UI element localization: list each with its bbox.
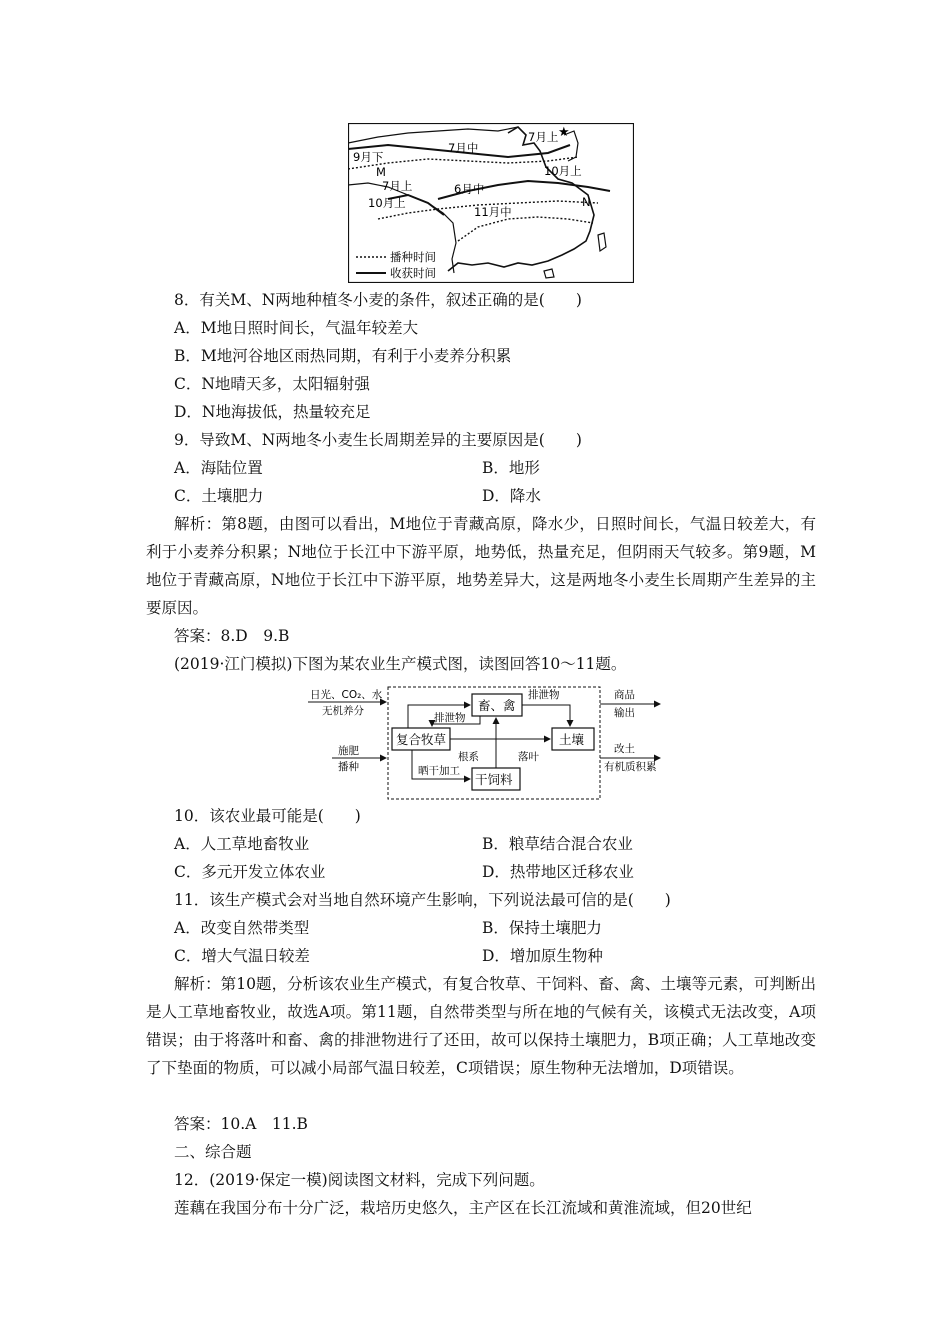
star-icon: ★ — [558, 125, 570, 140]
legend-sow-label: 播种时间 — [390, 250, 436, 264]
soil-label: 土壤 — [559, 732, 585, 747]
q9-option-a: A．海陆位置 — [174, 459, 263, 477]
output1-label-line2: 输出 — [614, 707, 635, 719]
input1-label-line2: 无机养分 — [322, 705, 364, 717]
q11-option-a: A．改变自然带类型 — [174, 919, 310, 937]
q11-option-c: C．增大气温日较差 — [174, 947, 310, 965]
output2-label-line1: 改土 — [614, 743, 635, 755]
north-border — [348, 127, 518, 143]
q10-option-c: C．多元开发立体农业 — [174, 863, 326, 881]
input2-label-line2: 播种 — [338, 761, 359, 773]
q8-option-a: A．M地日照时间长，气温年较差大 — [174, 319, 419, 337]
q11-stem: 11．该生产模式会对当地自然环境产生影响，下列说法最可信的是( ) — [174, 891, 671, 909]
answer-8-9: 答案：8.D 9.B — [174, 627, 290, 645]
excreta-top-label: 排泄物 — [528, 689, 560, 701]
q9-option-c: C．土壤肥力 — [174, 487, 264, 505]
legend-harvest-label: 收获时间 — [390, 266, 436, 280]
roots-label: 根系 — [458, 751, 479, 763]
label-7-mid: 7月中 — [448, 141, 479, 155]
feed-label: 干饲料 — [475, 772, 513, 787]
hainan-island — [544, 269, 554, 278]
label-9-late: 9月下 — [353, 150, 384, 164]
sow-line-nov-mid — [458, 217, 593, 241]
q11-option-d: D．增加原生物种 — [482, 947, 603, 965]
label-7-early-w: 7月上 — [382, 179, 413, 193]
taiwan-island — [598, 233, 606, 251]
drying-label: 晒干加工 — [418, 765, 460, 777]
q8-option-c: C．N地晴天多，太阳辐射强 — [174, 375, 370, 393]
input1-label-line1: 日光、CO₂、水 — [310, 689, 383, 701]
wheat-period-map — [348, 123, 634, 283]
q9-stem: 9．导致M、N两地冬小麦生长周期差异的主要原因是( ) — [174, 431, 582, 449]
q9-option-b: B．地形 — [482, 459, 540, 477]
label-6-mid: 6月中 — [454, 182, 485, 196]
label-11-mid: 11月中 — [474, 205, 512, 219]
agri-model-diagram — [308, 684, 666, 802]
q12-text: 莲藕在我国分布十分广泛，栽培历史悠久，主产区在长江流域和黄淮流域，但20世纪 — [174, 1199, 752, 1217]
q9-option-d: D．降水 — [482, 487, 541, 505]
q10-stem: 10．该农业最可能是( ) — [174, 807, 361, 825]
output2-label-line2: 有机质积累 — [604, 761, 657, 773]
answer-10-11: 答案：10.A 11.B — [174, 1115, 308, 1133]
analysis-8-9: 解析：第8题，由图可以看出，M地位于青藏高原，降水少，日照时间长，气温日较差大，有利于小麦养分积累；N地位于长江中下游平原，地势低，热量充足，但阴雨天气较多。第9题，M地位于青藏高原，N地位于长江中下游平原，地势差异大，这是两地冬小麦生长周期产生差异的主要原因。 — [146, 515, 816, 617]
label-N: N — [582, 195, 591, 209]
q8-option-b: B．M地河谷地区雨热同期，有利于小麦养分积累 — [174, 347, 512, 365]
arrow-livestock-to-soil — [522, 705, 570, 726]
q12-stem: 12．(2019·保定一模)阅读图文材料，完成下列问题。 — [174, 1171, 545, 1189]
livestock-label: 畜、禽 — [478, 698, 516, 713]
q11-option-b: B．保持土壤肥力 — [482, 919, 602, 937]
label-10-early-w: 10月上 — [368, 196, 406, 210]
intro-10-11: (2019·江门模拟)下图为某农业生产模式图，读图回答10～11题。 — [174, 655, 627, 673]
q8-stem: 8．有关M、N两地种植冬小麦的条件，叙述正确的是( ) — [174, 291, 582, 309]
q10-option-a: A．人工草地畜牧业 — [174, 835, 310, 853]
label-10-early-e: 10月上 — [544, 164, 582, 178]
q10-option-b: B．粮草结合混合农业 — [482, 835, 633, 853]
input2-label-line1: 施肥 — [338, 745, 359, 757]
label-M: M — [376, 165, 386, 179]
q10-option-d: D．热带地区迁移农业 — [482, 863, 634, 881]
excreta-inner-label: 排泄物 — [434, 712, 466, 724]
litter-label: 落叶 — [518, 751, 539, 763]
output1-label-line1: 商品 — [614, 689, 635, 701]
label-7-early-ne: 7月上 — [528, 130, 559, 144]
pasture-label: 复合牧草 — [396, 732, 447, 747]
analysis-10-11: 解析：第10题，分析该农业生产模式，有复合牧草、干饲料、畜、禽、土壤等元素，可判断出是人工草地畜牧业，故选A项。第11题，自然带类型与所在地的气候有关，该模式无法改变，A项错误；由于将落叶和畜、禽的排泄物进行了还田，故可以保持土壤肥力，B项正确；人工草地改变了下垫面的物质，可以减小局部气温日较差，C项错误；原生物种无法增加，D项错误。 — [146, 975, 816, 1077]
section-heading: 二、综合题 — [174, 1143, 252, 1161]
q8-option-d: D．N地海拔低，热量较充足 — [174, 403, 371, 421]
